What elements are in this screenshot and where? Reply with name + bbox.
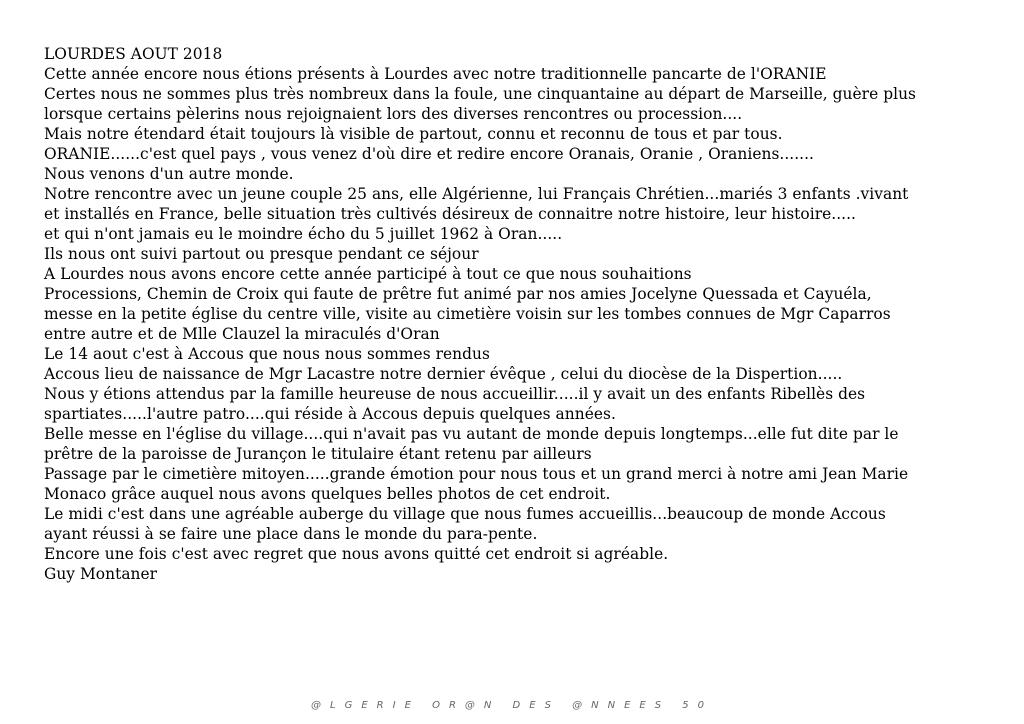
text-line: Encore une fois c'est avec regret que nous avons quitté cet endroit si agréable. — [44, 545, 669, 563]
text-line: entre autre et de Mlle Clauzel la miraculés d'Oran — [44, 325, 440, 343]
text-line: Processions, Chemin de Croix qui faute de prêtre fut animé par nos amies Jocelyne Quessada et Cayuéla, — [44, 285, 872, 303]
text-line: Certes nous ne sommes plus très nombreux dans la foule, une cinquantaine au départ de Marseille, guère plus — [44, 85, 916, 103]
text-line: lorsque certains pèlerins nous rejoignaient lors des diverses rencontres ou procession.... — [44, 105, 743, 123]
text-line: Passage par le cimetière mitoyen.....grande émotion pour nous tous et un grand merci à notre ami Jean Marie — [44, 465, 909, 483]
text-line: Notre rencontre avec un jeune couple 25 ans, elle Algérienne, lui Français Chrétien...mariés 3 enfants .vivant — [44, 185, 909, 203]
text-line: ayant réussi à se faire une place dans le monde du para-pente. — [44, 525, 538, 543]
text-line: et installés en France, belle situation très cultivés désireux de connaitre notre histoire, leur histoire..... — [44, 205, 856, 223]
text-line: Mais notre étendard était toujours là visible de partout, connu et reconnu de tous et par tous. — [44, 125, 783, 143]
author-signature: Guy Montaner — [44, 565, 158, 583]
text-line: A Lourdes nous avons encore cette année participé à tout ce que nous souhaitions — [44, 265, 692, 283]
article-text — [44, 44, 1014, 584]
text-line: prêtre de la paroisse de Jurançon le titulaire étant retenu par ailleurs — [44, 445, 592, 463]
text-line: spartiates.....l'autre patro....qui réside à Accous depuis quelques années. — [44, 405, 616, 423]
text-line: ORANIE......c'est quel pays , vous venez d'où dire et redire encore Oranais, Oranie , Oraniens....... — [44, 145, 815, 163]
text-line: Nous y étions attendus par la famille heureuse de nous accueillir.....il y avait un des enfants Ribellès des — [44, 385, 866, 403]
text-line: Cette année encore nous étions présents à Lourdes avec notre traditionnelle pancarte de l'ORANIE — [44, 65, 827, 83]
text-line: Ils nous ont suivi partout ou presque pendant ce séjour — [44, 245, 479, 263]
text-line: Le midi c'est dans une agréable auberge du village que nous fumes accueillis...beaucoup de monde Accous — [44, 505, 886, 523]
text-line: Le 14 aout c'est à Accous que nous nous sommes rendus — [44, 345, 490, 363]
text-line: Belle messe en l'église du village....qui n'avait pas vu autant de monde depuis longtemps...elle fut dite par le — [44, 425, 899, 443]
footer-watermark: @LGERIE OR@N DES @NNEES 50 — [311, 700, 713, 711]
article-title: LOURDES AOUT 2018 — [44, 45, 223, 63]
text-line: et qui n'ont jamais eu le moindre écho du 5 juillet 1962 à Oran..... — [44, 225, 563, 243]
text-line: Monaco grâce auquel nous avons quelques belles photos de cet endroit. — [44, 485, 611, 503]
text-line: Nous venons d'un autre monde. — [44, 165, 294, 183]
text-line: messe en la petite église du centre ville, visite au cimetière voisin sur les tombes connues de Mgr Caparros — [44, 305, 891, 323]
text-line: Accous lieu de naissance de Mgr Lacastre notre dernier évêque , celui du diocèse de la Dispertion..... — [44, 365, 843, 383]
